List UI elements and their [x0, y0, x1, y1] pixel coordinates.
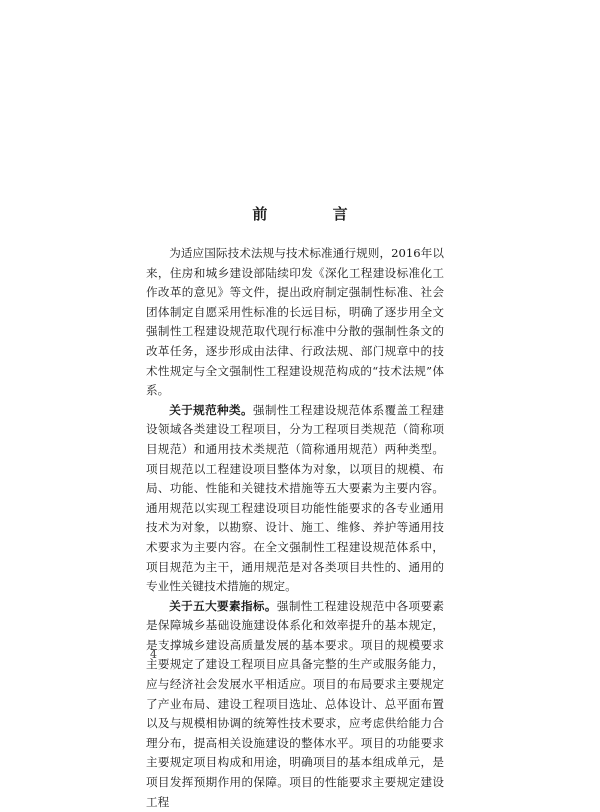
body-text [146, 244, 444, 812]
paragraph [146, 597, 444, 812]
paragraph-text: 强制性工程建设规范中各项要素是保障城乡基础设施建设体系化和效率提升的基本规定，是支撑城乡建设高质量发展的基本要求。项目的规模要求主要规定了建设工程项目应具备完整的生产或服务能力，应与经济社会发展水平相适应。项目的布局要求主要规定了产业布局、建设工程项目选址、总体设计、总平面布置以及与规模相协调的统筹性技术要求，应考虑供给能力合理分布，提高相关设施建设的整体水平。项目的功能要求主要规定项目构成和用途，明确项目的基本组成单元，是项目发挥预期作用的保障。项目的性能要求主要规定建设工程 [146, 598, 444, 809]
paragraph [146, 244, 444, 401]
page-title: 前 言 [252, 205, 378, 223]
page-number: 4 [150, 648, 157, 661]
paragraph-lead: 关于规范种类。 [169, 402, 253, 417]
paragraph-text: 为适应国际技术法规与技术标准通行规则，2016年以来，住房和城乡建设部陆续印发《深化工程建设标准化工作改革的意见》等文件，提出政府制定强制性标准、社会团体制定自愿采用性标准的长远目标，明确了逐步用全文强制性工程建设规范取代现行标准中分散的强制性条文的改革任务，逐步形成由法律、行政法规、部门规章中的技术性规定与全文强制性工程建设规范构成的“技术法规”体系。 [146, 246, 444, 398]
paragraph-lead: 关于五大要素指标。 [169, 598, 277, 613]
paragraph-text: 强制性工程建设规范体系覆盖工程建设领域各类建设工程项目，分为工程项目类规范（简称项目规范）和通用技术类规范（简称通用规范）两种类型。项目规范以工程建设项目整体为对象，以项目的规模、布局、功能、性能和关键技术措施等五大要素为主要内容。通用规范以实现工程建设项目功能性能要求的各专业通用技术为对象，以勘察、设计、施工、维修、养护等通用技术要求为主要内容。在全文强制性工程建设规范体系中，项目规范为主干，通用规范是对各类项目共性的、通用的专业性关键技术措施的规定。 [146, 402, 444, 594]
paragraph [146, 401, 444, 597]
